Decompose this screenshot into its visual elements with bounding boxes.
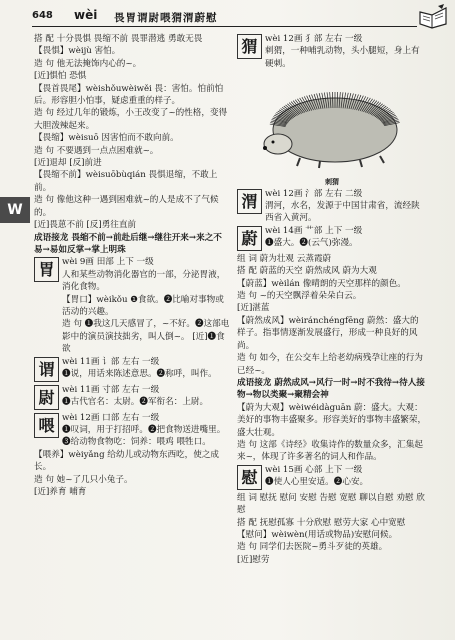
text-line: 造 句 ~的天空飘浮着朵朵白云。	[237, 291, 362, 302]
header-headwords: 畏胃谓尉喂猬渭蔚慰	[114, 12, 218, 24]
text-line: 搭 配 抚慰孤寡 十分欣慰 慰劳大家 心中宽慰	[237, 517, 406, 528]
entry-line: wèi 12画 氵部 左右 二级	[265, 188, 363, 199]
entry-line: wèi 12画 犭部 左右 一级	[265, 34, 363, 44]
text-line: 【蔚然成风】wèiránchéngfēng 蔚然：盛大的样子。指事情逐渐发展盛行，形成一种良好的风尚。	[237, 315, 419, 351]
right-column	[237, 33, 427, 566]
entry-line: wèi 11画 讠部 左右 一级	[62, 356, 160, 367]
entry-line: wèi 14画 艹部 上下 一级	[265, 225, 363, 236]
entry-line: ❶盛大。❷(云气)弥漫。	[265, 238, 358, 249]
text-line: 【畏首畏尾】wèishǒuwèiwěi 畏：害怕。怕前怕后。形容胆小怕事，疑虑重重的样子。	[34, 83, 224, 107]
entry-line: 人和某些动物消化器官的一部，分泌胃液，消化食物。	[62, 269, 226, 293]
text-line: 【喂养】wèiyǎng 给幼儿或动物东西吃，使之成长。	[34, 449, 220, 473]
text-line: 造 句 如今，在公交车上给老幼病残孕让座的行为已经~。	[237, 353, 423, 376]
text-line: 造 句 这部《诗经》收集诗作的数量众多，汇集起来~，体现了许多著名的词人和作品。	[237, 439, 423, 463]
text-line: 造 句 像他这种一遇到困难就~的人是成不了气候的。	[34, 195, 219, 218]
entry-慰	[237, 464, 427, 492]
entry-text	[62, 356, 230, 381]
text-line: 【畏缩】wèisuō 因害怕而不敢向前。	[34, 133, 179, 144]
section-tab-w: W	[0, 197, 30, 223]
entry-line: 渭河，水名，发源于中国甘肃省，流经陕西省入黄河。	[265, 201, 420, 224]
entry-text	[62, 384, 230, 409]
entry-character: 喂	[34, 413, 59, 438]
entry-喂	[34, 412, 230, 449]
entry-text	[62, 256, 230, 355]
entry-蔚	[237, 225, 427, 253]
text-line: 组 词 蔚为壮观 云蒸霞蔚	[237, 253, 332, 264]
entry-line: 刺猬，一种哺乳动物，头小腿短，身上有硬刺。	[265, 46, 420, 69]
entry-谓	[34, 356, 230, 384]
book-logo-icon	[418, 4, 448, 30]
entry-character: 谓	[34, 357, 59, 382]
entry-character: 慰	[237, 465, 262, 490]
text-line: 成语接龙 畏缩不前→前赴后继→继往开来→来之不易→易如反掌→掌上明珠	[34, 232, 222, 255]
entry-text	[265, 188, 427, 225]
entry-character: 渭	[237, 189, 262, 214]
hedgehog-illustration-icon	[240, 72, 425, 172]
header-pinyin: wèi	[74, 8, 98, 22]
entry-character: 蔚	[237, 226, 262, 251]
entry-text	[265, 33, 427, 70]
text-line: 造 句 不要遇到一点点困难就~。	[34, 145, 159, 156]
entry-line: wèi 15画 心部 上下 一级	[265, 464, 363, 475]
text-line: [近]湛蓝	[237, 303, 270, 314]
text-line: [近]养育 哺育	[34, 487, 87, 497]
entry-渭	[237, 188, 427, 225]
text-line: 【蔚蓝】wèilán 像晴朗的天空那样的颜色。	[237, 278, 406, 289]
page-header	[32, 10, 417, 27]
entry-line: wèi 12画 口部 左右 一级	[62, 412, 160, 423]
entry-character: 尉	[34, 385, 59, 410]
text-line: 搭 配 蔚蓝的天空 蔚然成风 蔚为大观	[237, 266, 377, 277]
entry-尉	[34, 384, 230, 412]
text-line: [近]慰劳	[237, 554, 270, 565]
text-line: [近]畏葸不前 [反]勇往直前	[34, 220, 137, 231]
entry-text	[265, 225, 427, 250]
text-line: 【蔚为大观】wèiwéidàguān 蔚：盛大。大观：美好的事物丰盛聚多。形容美好的事物丰盛繁荣，盛大壮观。	[237, 402, 427, 438]
illustration-caption: 刺猬	[325, 176, 339, 186]
entry-character: 猬	[237, 34, 262, 59]
entry-line: ❶古代官名：太尉。❷军衔名：上尉。	[62, 396, 209, 407]
text-line: 【畏惧】wèijù 害怕。	[34, 46, 121, 57]
entry-line: wèi 9画 田部 上下 一级	[62, 257, 154, 268]
entry-character: 胃	[34, 257, 59, 282]
text-line: 造 句 同学们去医院~勇斗歹徒的英雄。	[237, 542, 388, 553]
text-line: [近]惧怕 恐惧	[34, 71, 87, 82]
entry-line: ❶使人心里安适。❷心安。	[265, 477, 369, 488]
text-line: 造 句 他无法掩饰内心的~。	[34, 58, 142, 69]
entry-胃	[34, 256, 230, 355]
text-line: 成语接龙 蔚然成风→风行一时→时不我待→待人接物→物以类聚→聚精会神	[237, 377, 425, 401]
text-line: 造 句 经过几年的锻炼，小王改变了~的性格，变得大胆泼辣起来。	[34, 108, 228, 131]
text-line: 【慰问】wèiwèn(用话或物品)安慰问候。	[237, 529, 398, 540]
entry-text	[265, 464, 427, 489]
entry-line: 造 句 ❶我这几天感冒了，~不好。❷这部电影中的演员演技拙劣，叫人倒~。 [近]❶食欲	[62, 319, 230, 355]
entry-line: wèi 11画 寸部 左右 一级	[62, 384, 160, 395]
text-line: 搭 配 十分畏惧 畏缩不前 畏罪潜逃 勇敢无畏	[34, 34, 203, 44]
text-line: 造 句 她~了几只小兔子。	[34, 474, 133, 485]
entry-猬	[237, 33, 427, 70]
entry-line: ❶说，用话来陈述意思。❷称呼，叫作。	[62, 368, 217, 379]
text-line: 【畏缩不前】wèisuōbùqián 畏惧退缩，不敢上前。	[34, 170, 218, 193]
left-column	[34, 33, 230, 498]
text-line: 组 词 慰抚 慰问 安慰 告慰 宽慰 聊以自慰 劝慰 欣慰	[237, 492, 425, 516]
entry-text	[62, 412, 230, 449]
entry-line: 【胃口】wèikǒu ❶食欲。❷比喻对事物或活动的兴趣。	[62, 294, 224, 317]
page-number: 648	[32, 10, 53, 21]
text-line: [近]退却 [反]前进	[34, 158, 102, 169]
entry-line: ❶叹词，用于打招呼。❷把食物送进嘴里。❸给动物食物吃：饲养：喂鸡 喂牲口。	[62, 424, 226, 448]
